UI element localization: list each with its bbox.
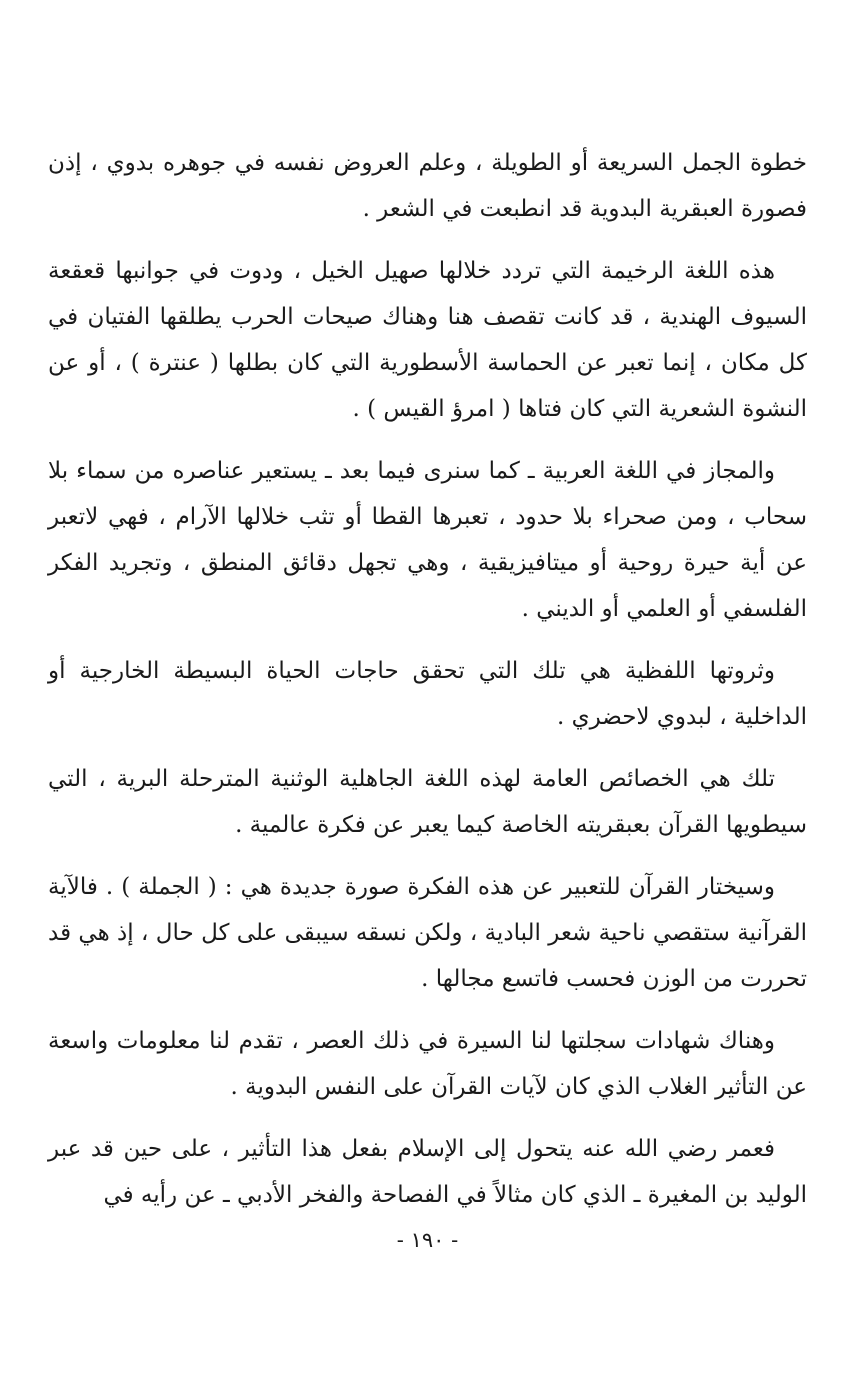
- page-number: - ١٩٠ -: [396, 1228, 459, 1252]
- paragraph-4: وثروتها اللفظية هي تلك التي تحقق حاجات الحياة البسيطة الخارجية أو الداخلية ، لبدوي لاحضري .: [48, 658, 807, 730]
- paragraph-2: هذه اللغة الرخيمة التي تردد خلالها صهيل الخيل ، ودوت في جوانبها قعقعة السيوف الهندية ، قد كانت تقصف هنا وهناك صيحات الحرب يطلقها الفتيان في كل مكان ، إنما تعبر عن الحماسة الأسطورية التي كان بطلها ( عنترة ) ، أو عن النشوة الشعرية التي كان فتاها ( امرؤ القيس ) .: [48, 258, 807, 422]
- paragraph-1: خطوة الجمل السريعة أو الطويلة ، وعلم العروض نفسه في جوهره بدوي ، إذن فصورة العبقرية البدوية قد انطبعت في الشعر .: [48, 150, 807, 222]
- body-text: [48, 140, 807, 1234]
- paragraph-5: تلك هي الخصائص العامة لهذه اللغة الجاهلية الوثنية المترحلة البرية ، التي سيطويها القرآن بعبقريته الخاصة كيما يعبر عن فكرة عالمية .: [48, 766, 807, 838]
- paragraph-3: والمجاز في اللغة العربية ـ كما سنرى فيما بعد ـ يستعير عناصره من سماء بلا سحاب ، ومن صحراء بلا حدود ، تعبرها القطا أو تثب خلالها الآرام ، فهي لاتعبر عن أية حيرة روحية أو ميتافيزيقية ، وهي تجهل دقائق المنطق ، وتجريد الفكر الفلسفي أو العلمي أو الديني .: [48, 458, 807, 622]
- paragraph-8: فعمر رضي الله عنه يتحول إلى الإسلام بفعل هذا التأثير ، على حين قد عبر الوليد بن المغيرة ـ الذي كان مثالاً في الفصاحة والفخر الأدبي ـ عن رأيه في: [48, 1136, 807, 1208]
- paragraph-6: وسيختار القرآن للتعبير عن هذه الفكرة صورة جديدة هي : ( الجملة ) . فالآية القرآنية ستقصي ناحية شعر البادية ، ولكن نسقه سيبقى على كل حال ، إذ هي قد تحررت من الوزن فحسب فاتسع مجالها .: [48, 874, 807, 992]
- paragraph-7: وهناك شهادات سجلتها لنا السيرة في ذلك العصر ، تقدم لنا معلومات واسعة عن التأثير الغلاب الذي كان لآيات القرآن على النفس البدوية .: [48, 1028, 807, 1100]
